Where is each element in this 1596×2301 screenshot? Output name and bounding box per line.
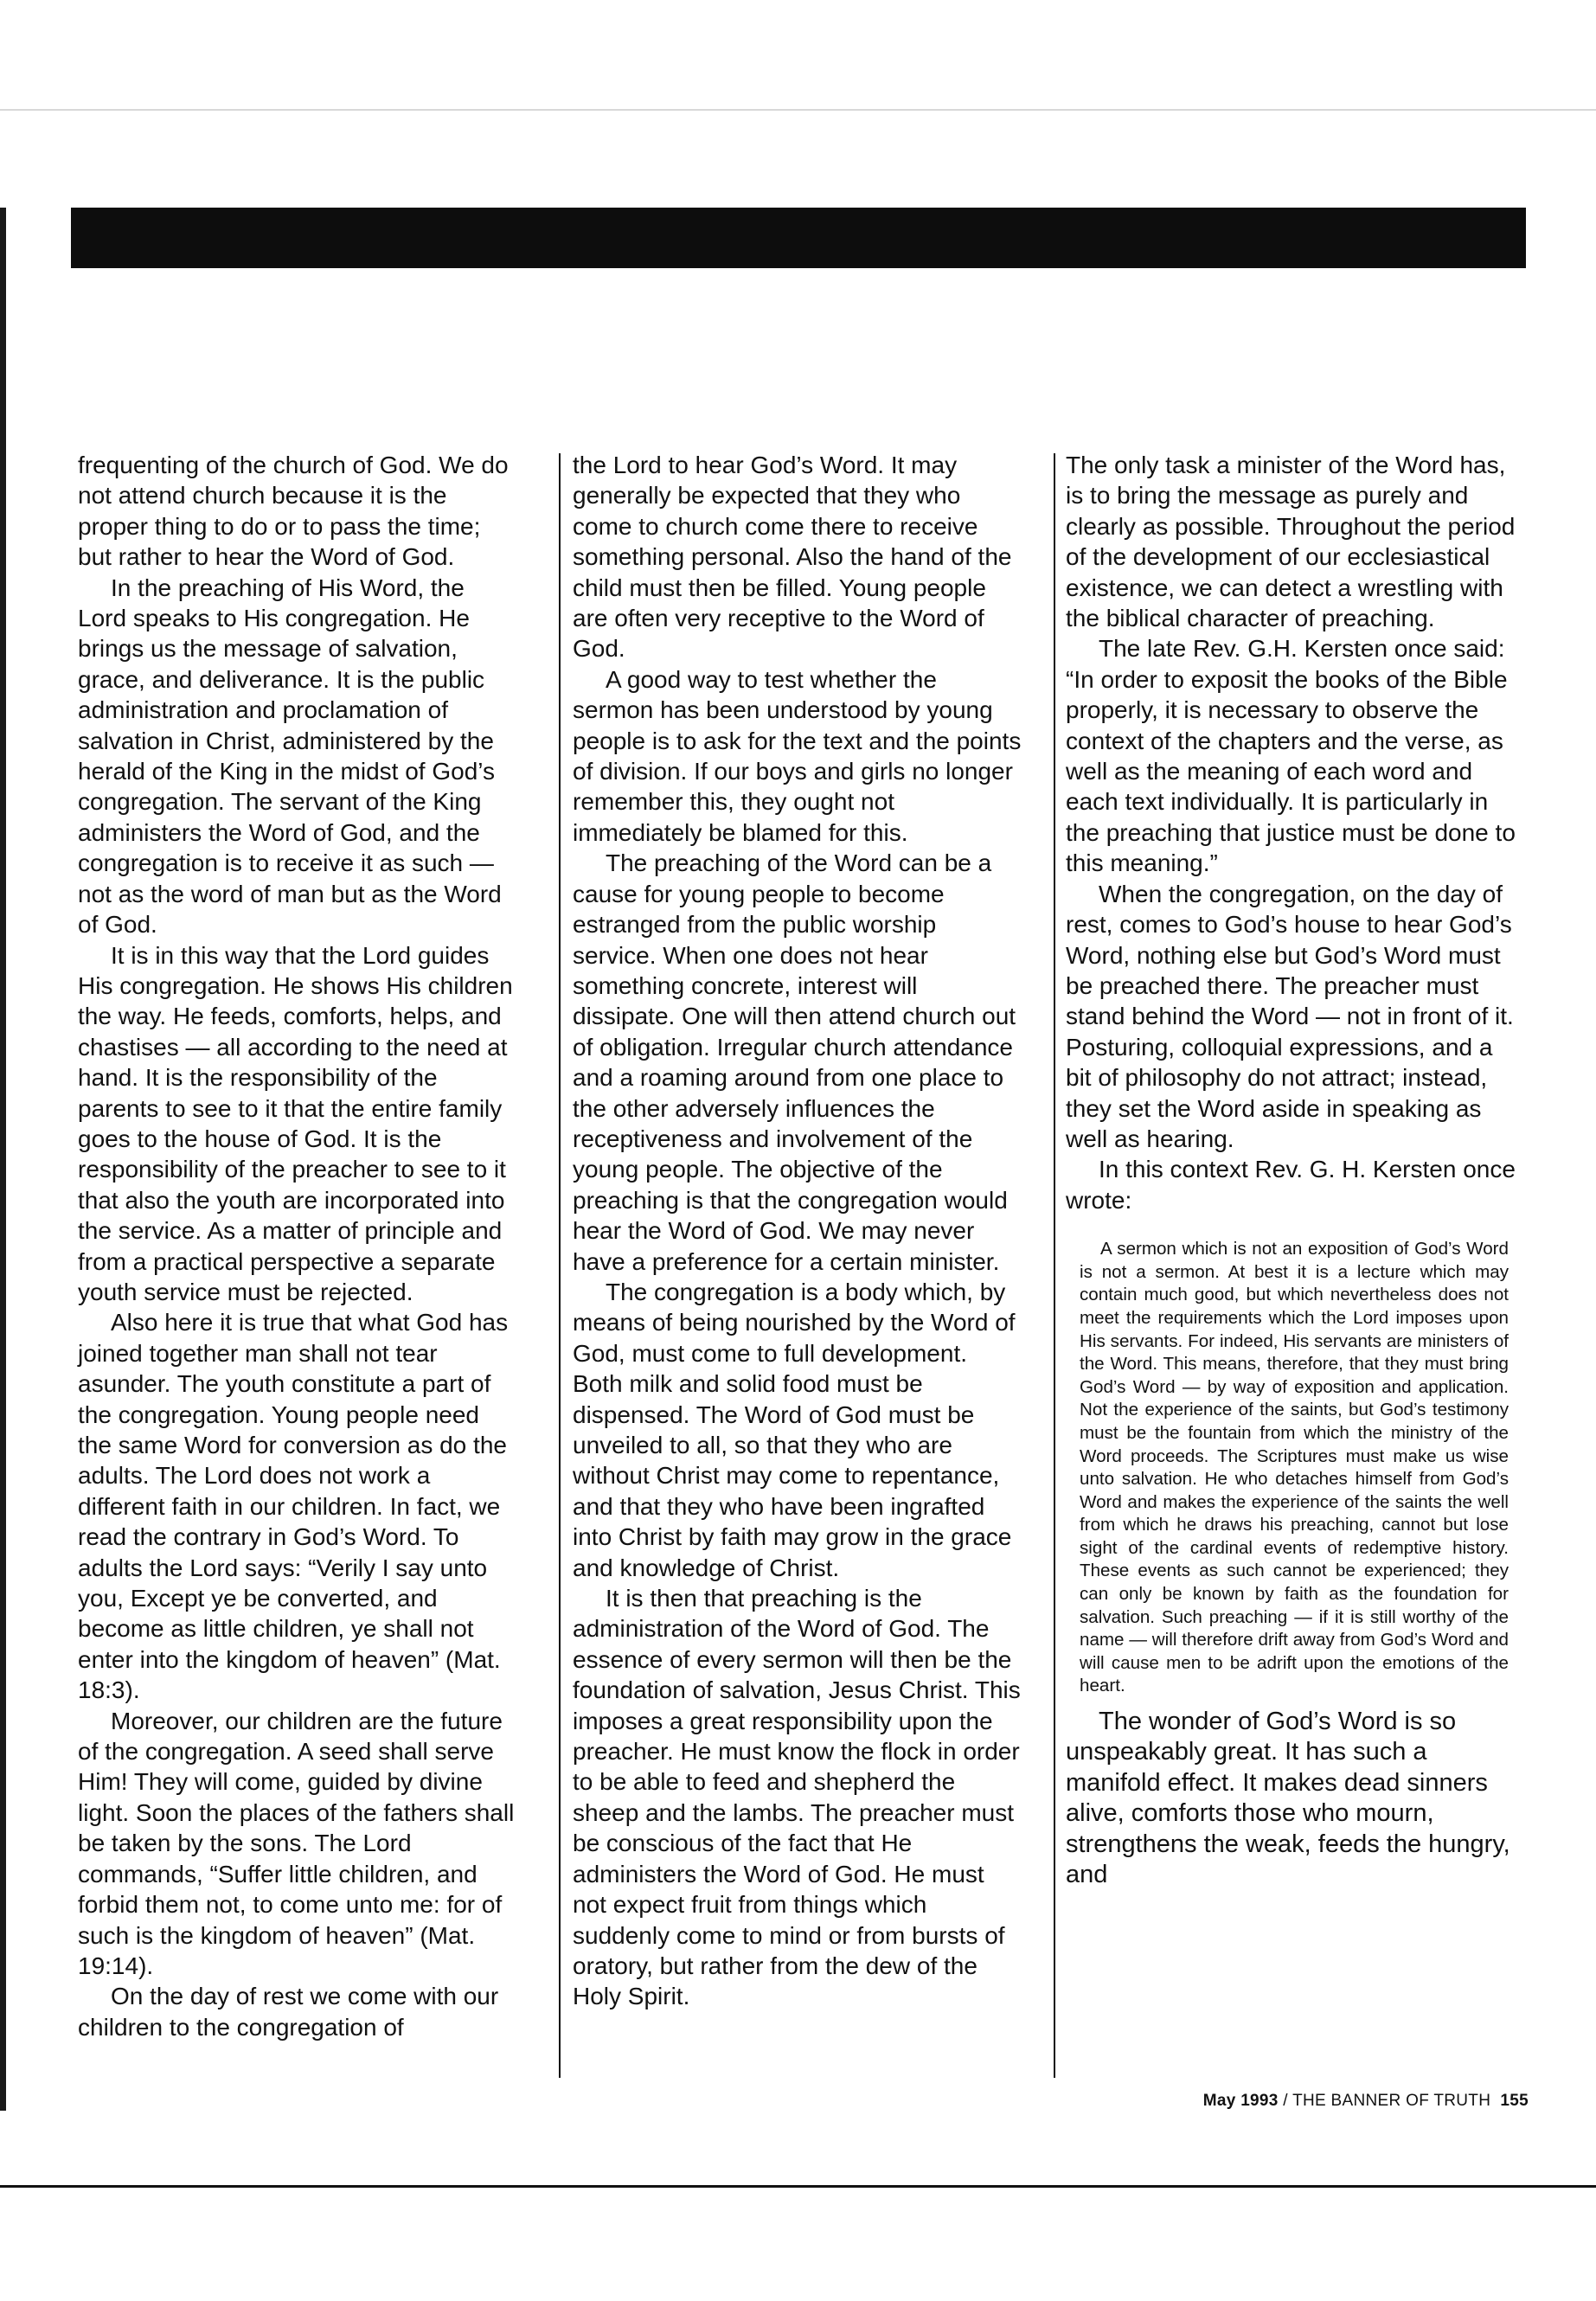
paragraph: The preaching of the Word can be a cause for young people to become estranged from the public worship service. When one does not hear something concrete, interest will dissipate. One will then attend church out of obligation. Irregular church attendance and a roaming around from one place to the other adversely influences the receptiveness and involvement of the young people. The objective of the preaching is that the congregation would hear the Word of God. We may never have a preference for a certain minister. — [573, 849, 1016, 1275]
paragraph: A good way to test whether the sermon has been understood by young people is to ask for the text and the points of division. If our boys and girls no longer remember this, they ought not immediately be blamed for this. — [573, 665, 1022, 846]
paragraph: frequenting of the church of God. We do not attend church because it is the proper thing to do or to pass the time; but rather to hear the Word of God. — [78, 452, 509, 571]
paragraph: the Lord to hear God’s Word. It may generally be expected that they who come to church come there to receive something personal. Also the hand of the child must then be filled. Young people are often very receptive to the Word of God. — [573, 452, 1012, 663]
paragraph: In this context Rev. G. H. Kersten once wrote: — [1066, 1156, 1516, 1214]
column-divider — [1054, 453, 1055, 2078]
column-divider — [559, 453, 561, 2078]
column-middle — [573, 450, 1022, 2012]
paragraph: When the congregation, on the day of rest, comes to God’s house to hear God’s Word, nothing else but God’s Word must be preached there. The preacher must stand behind the Word — not in front of it. Posturing, colloquial expressions, and a bit of philosophy do not attract; instead, they set the Word aside in speaking as well as hearing. — [1066, 880, 1514, 1152]
quote-text: A sermon which is not an exposition of God’s Word is not a sermon. At best it is a lecture which may contain much good, but which nevertheless does not meet the requirements which the Lord imposes upon His servants. For indeed, His servants are ministers of the Word. This means, therefore, that they must bring God’s Word — by way of exposition and application. Not the experience of the saints, but God’s testimony must be the fountain from which the ministry of the Word proceeds. The Scriptures must make us wise unto salvation. He who detaches himself from God’s Word and makes the experience of the saints the well from which he draws his preaching, cannot but lose sight of the cardinal events of redemptive history. These events as such cannot be experienced; they can only be known by faith as the foundation for salvation. Such preaching — if it is still worthy of the name — will therefore drift away from God’s Word and will cause men to be adrift upon the emotions of the heart. — [1080, 1239, 1509, 1696]
column-right — [1066, 450, 1522, 1890]
paragraph: Moreover, our children are the future of the congregation. A seed shall serve Him! They will come, guided by divine light. Soon the places of the fathers shall be taken by the sons. The Lord commands, “Suffer little children, and forbid them not, to come unto me: for of such is the kingdom of heaven” (Mat. 19:14). — [78, 1707, 515, 1979]
paragraph: On the day of rest we come with our children to the congregation of — [78, 1983, 499, 2041]
paragraph: It is then that preaching is the administration of the Word of God. The essence of every sermon will then be the foundation of salvation, Jesus Christ. This imposes a great responsibility upon the preacher. He must know the flock in order to be able to feed and shepherd the sheep and the lambs. The preacher must be conscious of the fact that He administers the Word of God. He must not expect fruit from things which suddenly come to mind or from bursts of oratory, but rather from the dew of the Holy Spirit. — [573, 1585, 1021, 2010]
scan-edge-shadow — [0, 208, 6, 2111]
footer-page-number: 155 — [1500, 2092, 1529, 2110]
block-quote — [1080, 1238, 1509, 1698]
paragraph: The only task a minister of the Word has, is to bring the message as purely and clearly as possible. Throughout the period of the development of our ecclesiastical existence, we can detect a wrestling with the biblical character of preaching. — [1066, 452, 1516, 632]
top-rule — [0, 109, 1596, 111]
footer-publication: THE BANNER OF TRUTH — [1292, 2092, 1491, 2110]
footer-separator: / — [1278, 2092, 1293, 2110]
paragraph: The wonder of God’s Word is so unspeakably great. It has such a manifold effect. It makes dead sinners alive, comforts those who mourn, strengthens the weak, feeds the hungry, and — [1066, 1708, 1510, 1889]
column-left — [78, 450, 516, 2042]
paragraph: Also here it is true that what God has joined together man shall not tear asunder. The youth constitute a part of the congregation. Young people need the same Word for conversion as do the adults. The Lord does not work a different faith in our children. In fact, we read the contrary in God’s Word. To adults the Lord says: “Verily I say unto you, Except ye be converted, and become as little children, ye shall not enter into the kingdom of heaven” (Mat. 18:3). — [78, 1309, 509, 1704]
bottom-rule — [0, 2185, 1596, 2188]
paragraph: In the preaching of His Word, the Lord speaks to His congregation. He brings us the message of salvation, grace, and deliverance. It is the public administration and proclamation of salvation in Christ, administered by the herald of the King in the midst of God’s congregation. The servant of the King administers the Word of God, and the congregation is to receive it as such — not as the word of man but as the Word of God. — [78, 574, 502, 939]
paragraph: The late Rev. G.H. Kersten once said: “In order to exposit the books of the Bible properly, it is necessary to observe the context of the chapters and the verse, as well as the meaning of each word and each text individually. It is particularly in the preaching that justice must be done to this meaning.” — [1066, 635, 1516, 877]
header-black-bar — [71, 208, 1526, 268]
footer-date: May 1993 — [1202, 2092, 1279, 2110]
paragraph: The congregation is a body which, by means of being nourished by the Word of God, must come to full development. Both milk and solid food must be dispensed. The Word of God must be unveiled to all, so that they who are without Christ may come to repentance, and that they who have been ingrafted into Christ by faith may grow in the grace and knowledge of Christ. — [573, 1278, 1016, 1581]
page-footer — [1203, 2092, 1529, 2111]
paragraph: It is in this way that the Lord guides His congregation. He shows His children the way. He feeds, comforts, helps, and chastises — all according to the need at hand. It is the responsibility of the parents to see to it that the entire family goes to the house of God. It is the responsibility of the preacher to see to it that also the youth are incorporated into the service. As a matter of principle and from a practical perspective a separate youth service must be rejected. — [78, 941, 513, 1305]
